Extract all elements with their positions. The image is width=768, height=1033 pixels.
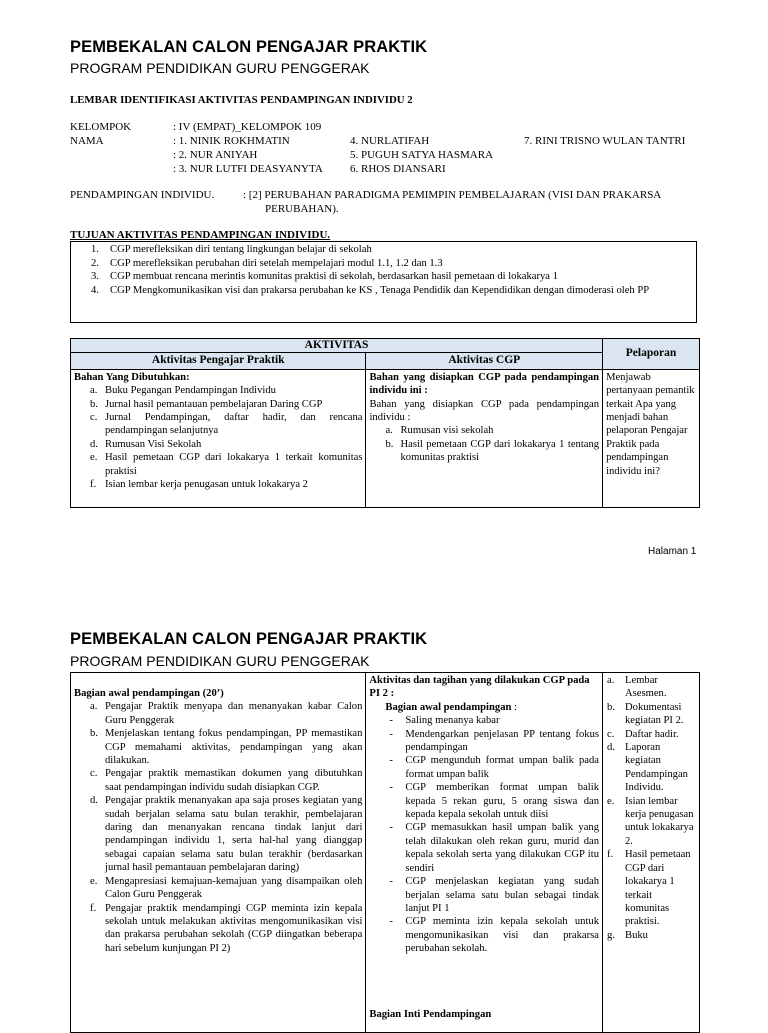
pelaporan-item: c. Daftar hadir. xyxy=(607,728,679,740)
pengajar-kegiatan-cell xyxy=(71,673,366,1033)
bahan-item: a. Buku Pegangan Pendampingan Individu xyxy=(90,385,276,397)
member-name: 6. RHOS DIANSARI xyxy=(350,163,446,175)
col-pengajar-header: Aktivitas Pengajar Praktik xyxy=(71,353,366,369)
kegiatan-item: e. Mengapresiasi kemajuan-kemajuan yang disampaikan oleh Calon Guru Penggerak xyxy=(90,875,363,901)
pelaporan-kegiatan-cell xyxy=(603,673,700,1033)
cgp-kegiatan-item: - CGP memasukkan hasil umpan balik yang telah dilakukan oleh rekan guru, murid dan kepala sekolah serta yang dilakukan CGP itu sendiri xyxy=(389,822,599,874)
member-name: : 3. NUR LUTFI DEASYANYTA xyxy=(173,163,323,175)
pelaporan-header: Pelaporan xyxy=(603,339,700,370)
kegiatan-item: f. Pengajar praktik mendampingi CGP meminta izin kepala sekolah untuk melakukan aktivitas mengomunikasikan visi dan prakarsa perubahan sekolah (CGP diingatkan beberapa hari sebelum kunjungan PI 2) xyxy=(90,902,363,954)
tujuan-item: 1. CGP merefleksikan diri tentang lingkungan belajar di sekolah xyxy=(91,244,372,255)
member-name: 7. RINI TRISNO WULAN TANTRI xyxy=(524,135,686,147)
cgp-kegiatan-item: - Mendengarkan penjelasan PP tentang fokus pendampingan xyxy=(389,728,599,754)
cgp-bahan-intro: Bahan yang disiapkan CGP pada pendampingan individu : xyxy=(369,398,600,424)
kegiatan-item: d. Pengajar praktik menanyakan apa saja proses kegiatan yang sudah berjalan selama satu bulan terakhir, pembelajaran daring dan menanyakan rencana tindak lanjut dari pendampingan individu 1, serta hal-hal yang dianggap sebagai capaian selama satu bulan terakhir (berdasarkan jurnal hasil pemantauan pembelajaran daring) xyxy=(90,795,363,874)
pendampingan-label: PENDAMPINGAN INDIVIDU. xyxy=(70,189,215,201)
bagian-inti-title: Bagian Inti Pendampingan xyxy=(369,1008,492,1020)
page-subtitle: PROGRAM PENDIDIKAN GURU PENGGERAK xyxy=(70,653,370,669)
cgp-tagihan-title: Aktivitas dan tagihan yang dilakukan CGP pada PI 2 : xyxy=(369,675,590,700)
page-number: Halaman 1 xyxy=(648,546,697,557)
aktivitas-header: AKTIVITAS xyxy=(71,339,603,353)
bahan-item: b. Jurnal hasil pemantauan pembelajaran Daring CGP xyxy=(90,398,323,410)
bagian-awal-title: Bagian awal pendampingan (20’) xyxy=(74,688,224,699)
bahan-item: e. Hasil pemetaan CGP dari lokakarya 1 terkait komunitas praktisi xyxy=(90,452,363,477)
kegiatan-table xyxy=(70,672,700,1033)
cgp-bahan-item: b. Hasil pemetaan CGP dari lokakarya 1 tentang komunitas praktisi xyxy=(385,438,600,464)
member-name: : 1. NINIK ROKHMATIN xyxy=(173,135,290,147)
bahan-item: c. Jurnal Pendampingan, daftar hadir, dan rencana pendampingan selanjutnya xyxy=(90,412,363,437)
tujuan-box xyxy=(70,241,697,323)
bahan-title: Bahan Yang Dibutuhkan: xyxy=(74,371,190,383)
cgp-bahan-item: a. Rumusan visi sekolah xyxy=(385,425,494,437)
pelaporan-item: e. Isian lembar kerja penugasan untuk lokakarya 2. xyxy=(607,795,694,847)
kegiatan-item: b. Menjelaskan tentang fokus pendampingan, PP memastikan CGP memahami aktivitas, pendampingan yang akan dilakukan. xyxy=(90,728,363,767)
pendampingan-value: : [2] PERUBAHAN PARADIGMA PEMIMPIN PEMBELAJARAN (VISI DAN PRAKARSA xyxy=(243,189,662,201)
cgp-bagian-awal: Bagian awal pendampingan : xyxy=(385,701,517,713)
pengajar-cell xyxy=(71,369,366,507)
pelaporan-item: f. Hasil pemetaan CGP dari lokakarya 1 terkait komunitas praktisi. xyxy=(607,849,691,928)
tujuan-item: 4. CGP Mengkomunikasikan visi dan prakarsa perubahan ke KS , Tenaga Pendidik dan Kependidikan dengan dimoderasi oleh PP xyxy=(91,284,650,296)
pelaporan-item: d. Laporan kegiatan Pendampingan Individu. xyxy=(607,742,688,794)
pendampingan-value-cont: PERUBAHAN). xyxy=(265,203,339,215)
page-subtitle: PROGRAM PENDIDIKAN GURU PENGGERAK xyxy=(70,60,370,76)
bahan-item: f. Isian lembar kerja penugasan untuk lokakarya 2 xyxy=(90,479,308,491)
tujuan-heading: TUJUAN AKTIVITAS PENDAMPINGAN INDIVIDU. xyxy=(70,229,331,241)
cgp-kegiatan-cell xyxy=(366,673,603,1033)
page-title: PEMBEKALAN CALON PENGAJAR PRAKTIK xyxy=(70,630,428,648)
member-name: 4. NURLATIFAH xyxy=(350,135,430,147)
cgp-kegiatan-item: - CGP memberikan format umpan balik kepada 5 rekan guru, 5 orang siswa dan kepada kepala sekolah untuk diisi xyxy=(389,782,599,821)
cgp-kegiatan-item: - CGP mengunduh format umpan balik pada format umpan balik xyxy=(389,755,599,780)
cgp-bahan-title: Bahan yang disiapkan CGP pada pendampingan individu ini : xyxy=(369,371,600,397)
pelaporan-cell: Menjawab pertanyaan pemantik terkait Apa yang menjadi bahan pelaporan Pengajar Praktik pada pendampingan individu ini? xyxy=(603,369,700,507)
kegiatan-item: c. Pengajar praktik memastikan dokumen yang dibutuhkan saat pendampingan individu sudah disiapkan CGP. xyxy=(90,768,363,793)
aktivitas-table xyxy=(70,338,700,508)
pelaporan-item: g. Buku xyxy=(607,929,648,941)
cgp-kegiatan-item: - Saling menanya kabar xyxy=(389,715,500,727)
pelaporan-item: a. Lembar Asesmen. xyxy=(607,675,667,700)
col-cgp-header: Aktivitas CGP xyxy=(366,353,603,369)
member-name: 5. PUGUH SATYA HASMARA xyxy=(350,149,494,161)
bahan-item: d. Rumusan Visi Sekolah xyxy=(90,438,202,450)
cgp-cell xyxy=(366,369,603,507)
nama-label: NAMA xyxy=(70,135,104,147)
pelaporan-item: b. Dokumentasi kegiatan PI 2. xyxy=(607,701,684,727)
cgp-kegiatan-item: - CGP menjelaskan kegiatan yang sudah berjalan selama satu bulan sebagai tindak lanjut PI 1 xyxy=(389,876,599,914)
sheet-title: LEMBAR IDENTIFIKASI AKTIVITAS PENDAMPINGAN INDIVIDU 2 xyxy=(70,94,413,106)
member-name: : 2. NUR ANIYAH xyxy=(173,149,258,161)
tujuan-item: 3. CGP membuat rencana merintis komunitas praktisi di sekolah, berdasarkan hasil pemetaan di lokakarya 1 xyxy=(91,271,558,282)
tujuan-item: 2. CGP merefleksikan perubahan diri setelah mempelajari modul 1.1, 1.2 dan 1.3 xyxy=(91,257,443,269)
kegiatan-item: a. Pengajar Praktik menyapa dan menanyakan kabar Calon Guru Penggerak xyxy=(90,701,363,726)
cgp-kegiatan-item: - CGP meminta izin kepala sekolah untuk mengomunikasikan visi dan prakarsa perubahan sekolah. xyxy=(389,916,599,955)
kelompok-label: KELOMPOK xyxy=(70,121,132,133)
page-title: PEMBEKALAN CALON PENGAJAR PRAKTIK xyxy=(70,38,428,56)
kelompok-value: : IV (EMPAT)_KELOMPOK 109 xyxy=(173,121,322,133)
